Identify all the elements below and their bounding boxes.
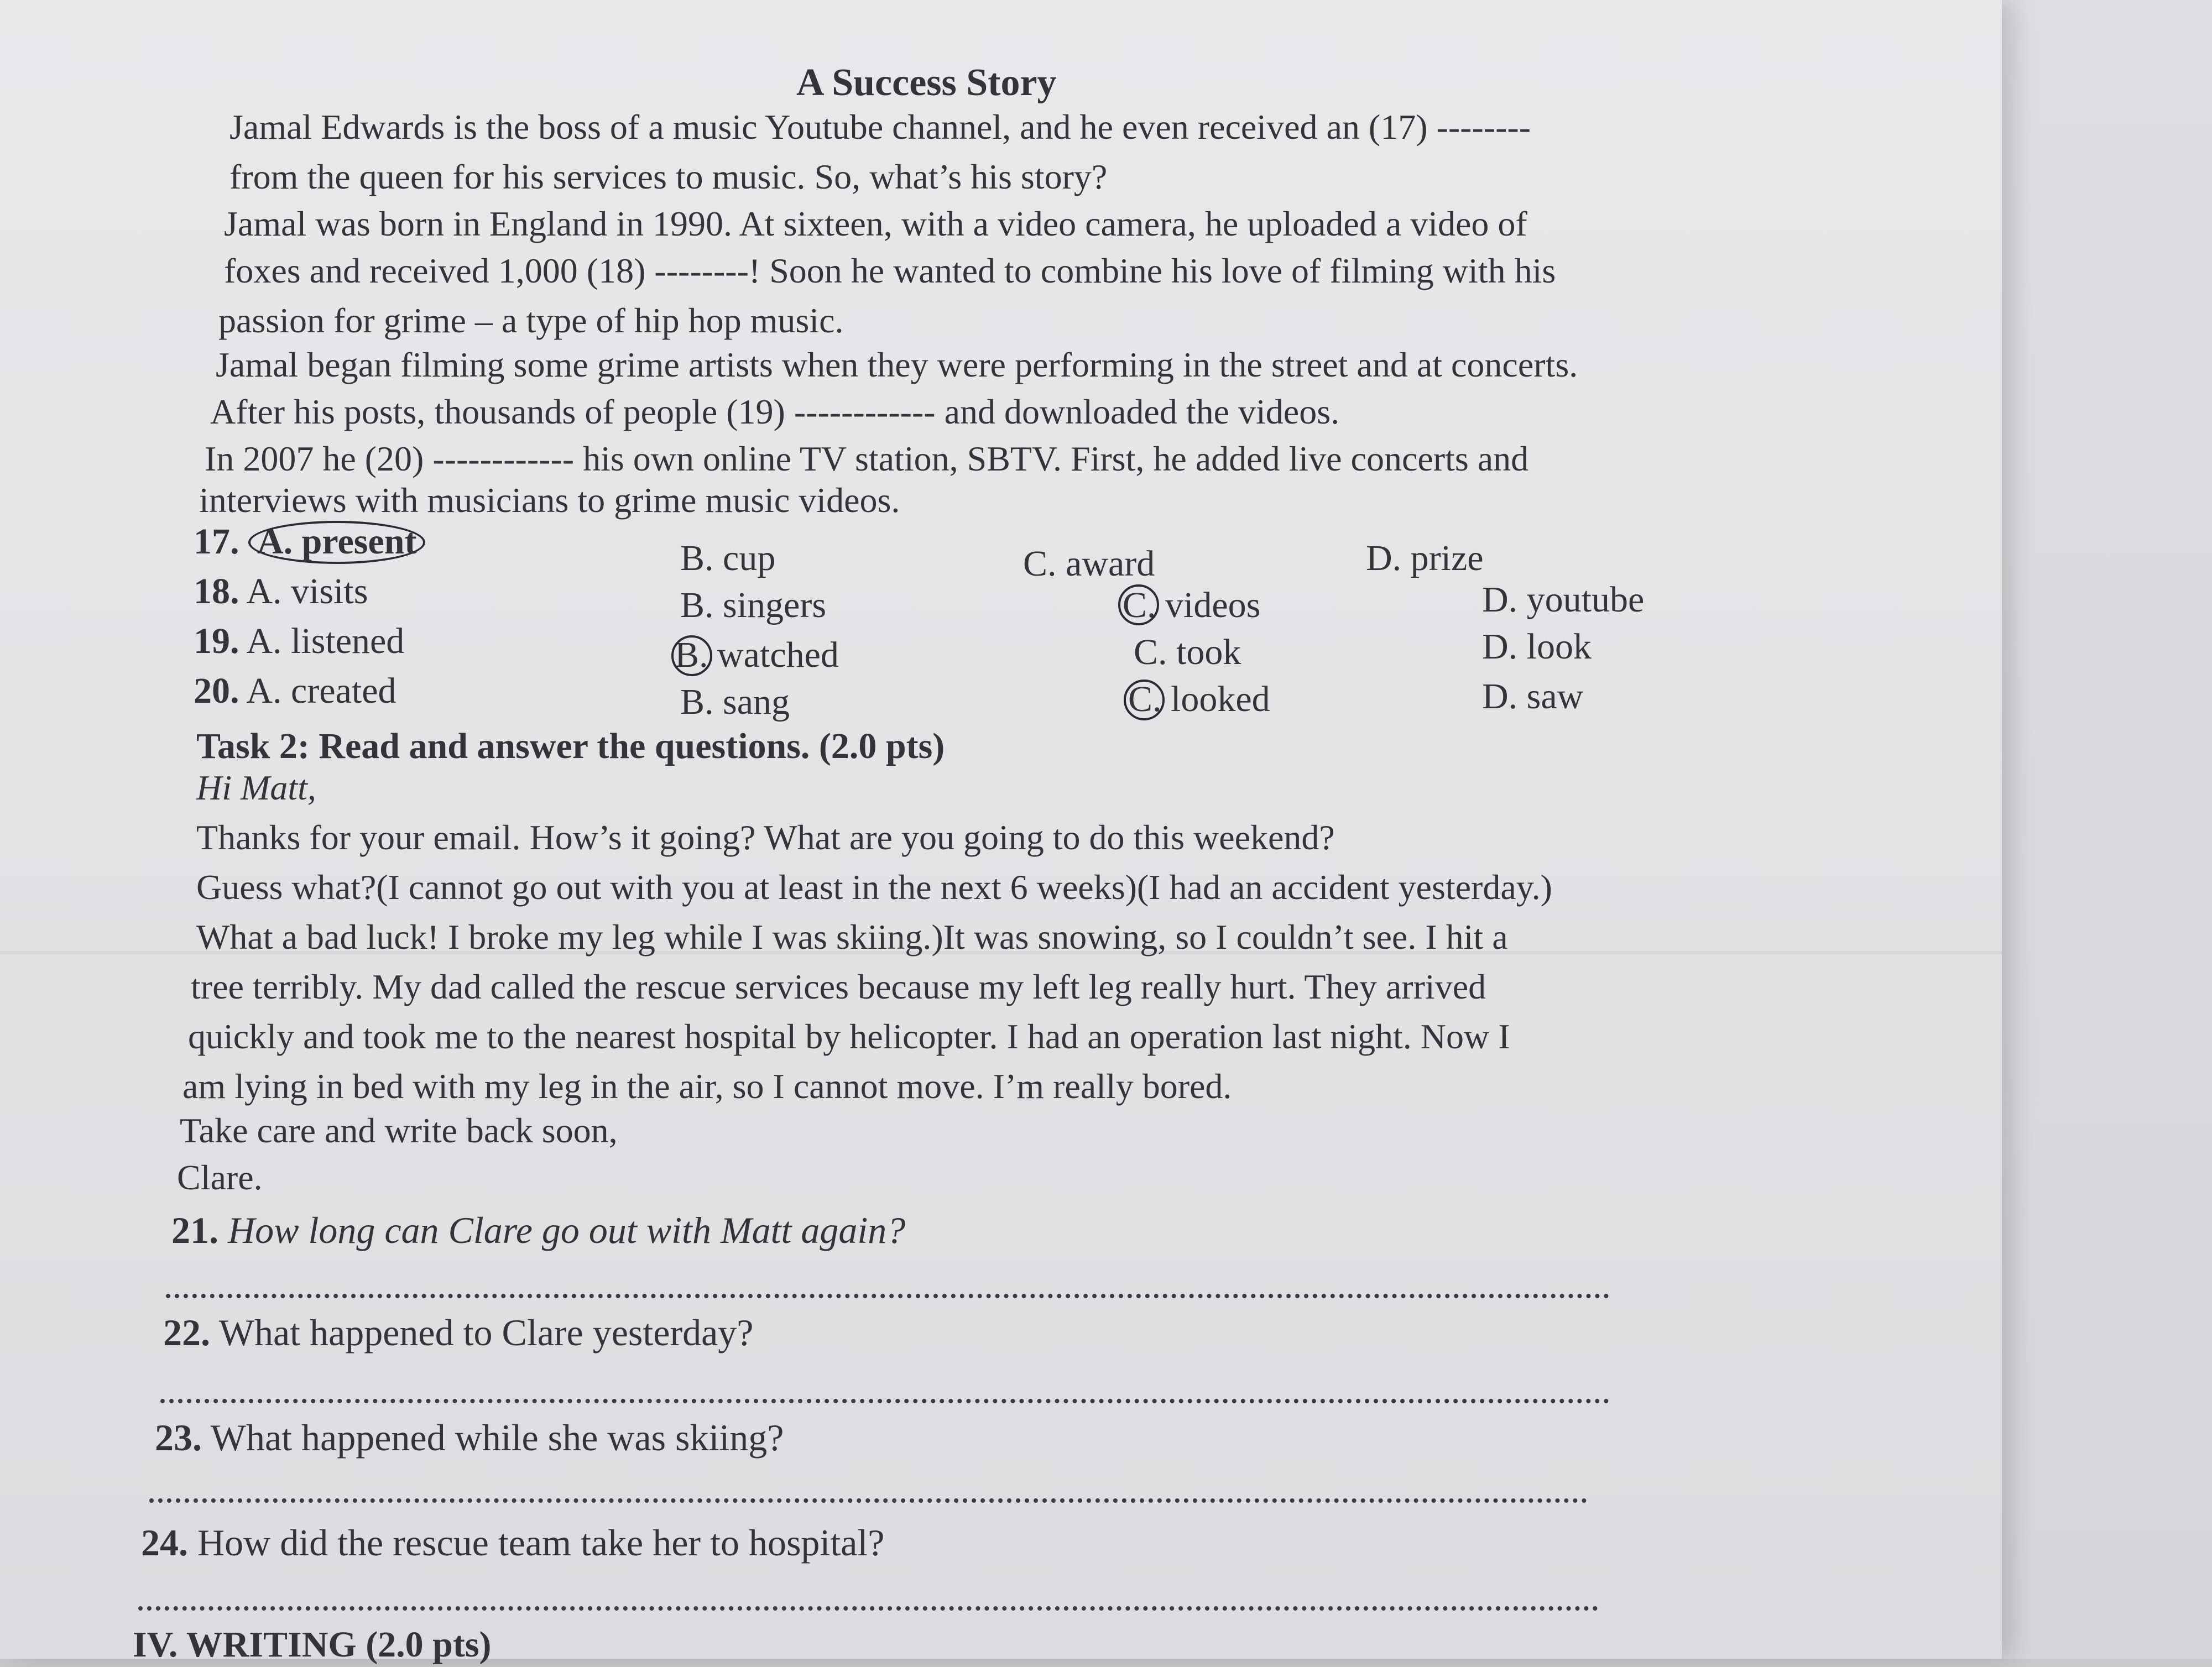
answer-line-24[interactable] xyxy=(138,1606,1598,1611)
question-number: 17. xyxy=(194,521,239,562)
option-c: C. took xyxy=(1134,632,1241,672)
task2-heading: Task 2: Read and answer the questions. (2.0 pts) xyxy=(196,726,945,766)
passage-line: Jamal began filming some grime artists when they were performing in the street and at concerts. xyxy=(216,345,1578,384)
passage-line: Jamal Edwards is the boss of a music Youtube channel, and he even received an (17) -------- xyxy=(229,107,1531,147)
passage-line: interviews with musicians to grime music videos. xyxy=(199,480,900,520)
letter-line: Guess what?(I cannot go out with you at least in the next 6 weeks)(I had an accident yesterday.) xyxy=(196,868,1552,907)
question-text: How long can Clare go out with Matt again? xyxy=(228,1209,906,1251)
question-row-18 xyxy=(194,569,368,614)
option-d: D. saw xyxy=(1482,676,1584,717)
question-number: 22. xyxy=(163,1311,210,1354)
option-b-circled xyxy=(675,633,839,677)
option-c-circled xyxy=(1123,583,1260,628)
passage-line: passion for grime – a type of hip hop music. xyxy=(218,301,844,340)
option-d: D. prize xyxy=(1366,538,1484,578)
answer-line-21[interactable] xyxy=(166,1294,1609,1298)
letter-signoff: Take care and write back soon, xyxy=(180,1111,618,1150)
answer-circle xyxy=(1118,584,1159,625)
letter-line: am lying in bed with my leg in the air, so I cannot move. I’m really bored. xyxy=(182,1067,1232,1106)
question-number: 24. xyxy=(141,1522,188,1564)
option-c: C. award xyxy=(1023,544,1155,584)
question-text: What happened to Clare yesterday? xyxy=(218,1311,754,1354)
question-number: 18. xyxy=(194,571,239,612)
option-b: B. sang xyxy=(680,682,790,722)
section-heading-writing: IV. WRITING (2.0 pts) xyxy=(133,1624,492,1665)
passage-line: foxes and received 1,000 (18) --------! Soon he wanted to combine his love of filming with his xyxy=(224,251,1556,290)
question-text: How did the rescue team take her to hospital? xyxy=(197,1522,885,1564)
question-text: What happened while she was skiing? xyxy=(210,1417,784,1459)
question-row-17 xyxy=(194,520,427,564)
option-a: A. listened xyxy=(246,621,405,661)
passage-line: After his posts, thousands of people (19) ------------ and downloaded the videos. xyxy=(210,392,1340,431)
option-b: B. cup xyxy=(680,538,776,578)
page-title: A Success Story xyxy=(796,61,1057,104)
option-b: B. singers xyxy=(680,585,826,625)
circled-answer-a xyxy=(248,521,425,564)
passage-line: Jamal was born in England in 1990. At sixteen, with a video camera, he uploaded a video of xyxy=(224,204,1527,243)
letter-signature: Clare. xyxy=(177,1158,263,1197)
option-a: A. present xyxy=(257,521,417,562)
option-a: A. visits xyxy=(246,571,368,612)
option-d: D. look xyxy=(1482,626,1592,667)
passage-line: from the queen for his services to music. So, what’s his story? xyxy=(229,157,1108,196)
option-c: C. videos xyxy=(1123,585,1261,625)
letter-line: quickly and took me to the nearest hospital by helicopter. I had an operation last night. Now I xyxy=(188,1017,1510,1056)
passage-line: In 2007 he (20) ------------ his own online TV station, SBTV. First, he added live concerts and xyxy=(205,439,1529,478)
answer-line-23[interactable] xyxy=(149,1498,1587,1503)
option-d: D. youtube xyxy=(1482,579,1645,620)
question-number: 20. xyxy=(194,671,239,711)
question-22 xyxy=(163,1310,753,1355)
letter-greeting: Hi Matt, xyxy=(196,768,316,807)
answer-circle xyxy=(671,635,712,676)
question-row-20 xyxy=(194,669,397,713)
option-c: C. looked xyxy=(1128,679,1270,719)
question-23 xyxy=(155,1415,784,1460)
question-number: 21. xyxy=(171,1209,218,1251)
option-a: A. created xyxy=(246,671,397,711)
answer-line-22[interactable] xyxy=(160,1399,1609,1403)
question-21 xyxy=(171,1208,905,1252)
answer-circle xyxy=(1124,680,1165,720)
option-b: B. watched xyxy=(675,635,839,675)
letter-line: Thanks for your email. How’s it going? What are you going to do this weekend? xyxy=(196,818,1335,857)
question-number: 19. xyxy=(194,621,239,661)
letter-line: tree terribly. My dad called the rescue services because my left leg really hurt. They arrived xyxy=(191,967,1486,1006)
question-row-19 xyxy=(194,619,404,663)
letter-line: What a bad luck! I broke my leg while I was skiing.)It was snowing, so I couldn’t see. I hit a xyxy=(196,917,1508,957)
question-number: 23. xyxy=(155,1417,202,1459)
option-c-circled xyxy=(1128,677,1270,722)
question-24 xyxy=(141,1520,884,1565)
